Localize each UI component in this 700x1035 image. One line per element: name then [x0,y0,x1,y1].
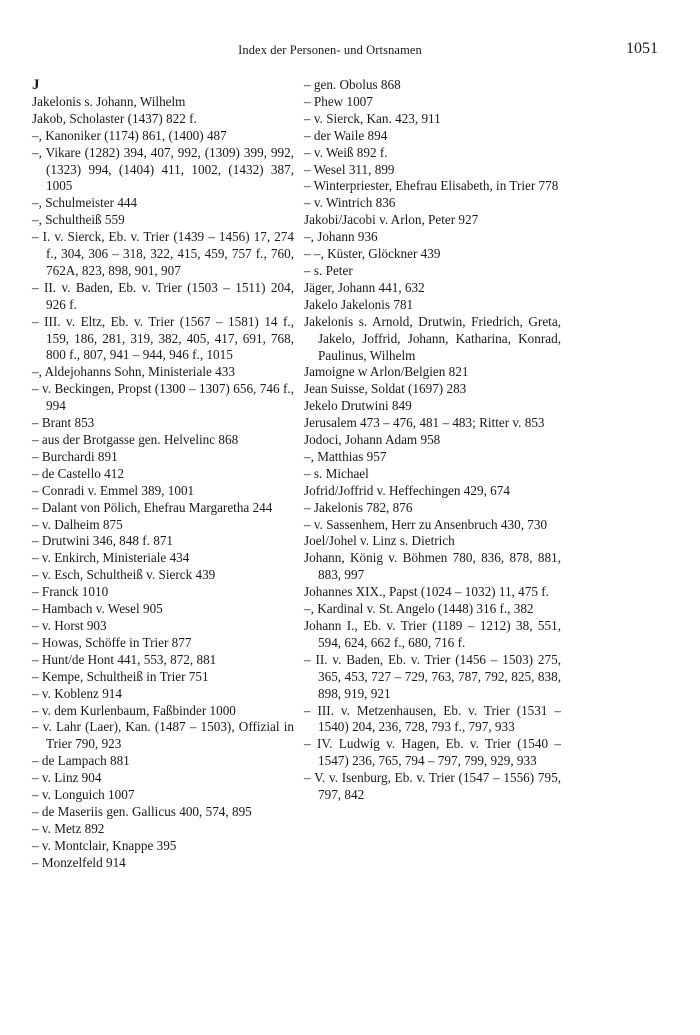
index-entry: –, Kanoniker (1174) 861, (1400) 487 [32,127,227,143]
index-entry: Jakelonis s. Johann, Wilhelm [32,93,186,109]
section-letter: J [32,77,40,93]
index-entry: –, Johann 936 [304,229,378,245]
index-entry: – Phew 1007 [304,93,373,109]
index-entry: – aus der Brotgasse gen. Helvelinc 868 [32,432,239,448]
index-entry: – Winterpriester, Ehefrau Elisabeth, in Trier 778 [304,178,559,194]
page-number: 1051 [626,40,658,57]
index-entry: – v. Longuich 1007 [32,787,135,803]
index-entry: – v. Wintrich 836 [304,195,396,211]
index-entry: – II. v. Baden, Eb. v. Trier (1503 – 1511) 204, 926 f. [32,279,294,312]
index-entry: – de Maseriis gen. Gallicus 400, 574, 895 [32,803,252,819]
index-entry: – Jakelonis 782, 876 [304,499,413,515]
index-entry: – gen. Obolus 868 [304,77,401,92]
index-entry: – s. Michael [304,465,369,481]
index-entry: – I. v. Sierck, Eb. v. Trier (1439 – 1456) 17, 274 f., 304, 306 – 318, 322, 415, 459, 757 f., 760, 762A, 823, 898, 901, 907 [32,229,294,278]
index-entry: – v. dem Kurlenbaum, Faßbinder 1000 [32,702,236,718]
index-entry: – Hambach v. Wesel 905 [32,601,163,617]
index-entry: Jamoigne w Arlon/Belgien 821 [304,364,469,380]
index-entry: Jakelonis s. Arnold, Drutwin, Friedrich, Greta, Jakelo, Joffrid, Johann, Katharina, Konrad, Paulinus, Wilhelm [304,313,561,363]
index-entry: – v. Montclair, Knappe 395 [32,837,177,853]
index-entry: – v. Weiß 892 f. [304,144,388,160]
index-entry: – Franck 1010 [32,584,109,600]
index-entry: – Howas, Schöffe in Trier 877 [32,634,192,650]
index-entry: Jakobi/Jacobi v. Arlon, Peter 927 [304,212,479,228]
index-entry: – v. Linz 904 [32,770,102,786]
index-entry: Jerusalem 473 – 476, 481 – 483; Ritter v. 853 [304,415,545,431]
index-entry: – v. Sassenhem, Herr zu Ansenbruch 430, 730 [304,516,548,532]
index-entry: –, Schultheiß 559 [32,212,125,228]
index-entry: – II. v. Baden, Eb. v. Trier (1456 – 1503) 275, 365, 453, 727 – 729, 763, 787, 792, 825, 838, 898, 919, 921 [304,651,561,701]
index-entry: – s. Peter [304,262,353,278]
index-entry: Jakelo Jakelonis 781 [304,296,414,312]
index-entry: Johann, König v. Böhmen 780, 836, 878, 881, 883, 997 [304,550,561,583]
index-entry: – de Castello 412 [32,465,124,481]
index-entry: Johann I., Eb. v. Trier (1189 – 1212) 38, 551, 594, 624, 662 f., 680, 716 f. [304,618,561,650]
index-entry: –, Kardinal v. St. Angelo (1448) 316 f., 382 [304,601,534,617]
index-entry: Jean Suisse, Soldat (1697) 283 [304,381,467,397]
index-entry: – III. v. Metzenhausen, Eb. v. Trier (1531 – 1540) 204, 236, 728, 793 f., 797, 933 [304,702,561,735]
index-entry: – Brant 853 [32,415,95,431]
index-entry: – v. Beckingen, Propst (1300 – 1307) 656, 746 f., 994 [32,381,294,414]
index-entry: – Dalant von Pölich, Ehefrau Margaretha 244 [32,499,273,515]
index-entry: – v. Horst 903 [32,617,107,633]
index-entry: Johannes XIX., Papst (1024 – 1032) 11, 475 f. [304,584,549,600]
index-entry: Jäger, Johann 441, 632 [304,279,425,295]
index-entry: – Hunt/de Hont 441, 553, 872, 881 [32,651,217,667]
index-entry: –, Vikare (1282) 394, 407, 992, (1309) 399, 992, (1323) 994, (1404) 411, 1002, (1432) 387, 1005 [32,144,294,194]
index-entry: – –, Küster, Glöckner 439 [304,246,441,262]
index-entry: Jodoci, Johann Adam 958 [304,432,441,448]
index-entry: – v. Sierck, Kan. 423, 911 [304,110,441,126]
index-entry: – v. Metz 892 [32,820,105,836]
index-entry: – v. Lahr (Laer), Kan. (1487 – 1503), Offizial in Trier 790, 923 [32,719,294,752]
index-entry: Jakob, Scholaster (1437) 822 f. [32,110,197,126]
index-entry: –, Aldejohanns Sohn, Ministeriale 433 [32,364,235,380]
running-title: Index der Personen- und Ortsnamen [238,43,422,57]
index-entry: – Wesel 311, 899 [304,161,395,177]
index-entry: – v. Koblenz 914 [32,685,122,701]
index-entry: – v. Enkirch, Ministeriale 434 [32,550,190,566]
index-entry: Jofrid/Joffrid v. Heffechingen 429, 674 [304,482,510,498]
index-entry: – Burchardi 891 [32,448,118,464]
index-entry: – der Waile 894 [304,127,388,143]
index-column-left [32,77,294,872]
index-entry: – V. v. Isenburg, Eb. v. Trier (1547 – 1556) 795, 797, 842 [304,770,561,803]
index-entry: – v. Esch, Schultheiß v. Sierck 439 [32,567,216,583]
index-entry: –, Matthias 957 [304,448,387,464]
index-entry: – Conradi v. Emmel 389, 1001 [32,482,195,498]
index-entry: – IV. Ludwig v. Hagen, Eb. v. Trier (1540 – 1547) 236, 765, 794 – 797, 799, 929, 933 [304,736,561,769]
index-entry: – v. Dalheim 875 [32,516,123,532]
index-entry: Joel/Johel v. Linz s. Dietrich [304,533,455,549]
page-header [30,40,670,62]
index-entry: – Kempe, Schultheiß in Trier 751 [32,668,209,684]
index-entry: –, Schulmeister 444 [32,195,138,211]
index-column-right [304,77,561,804]
index-entry: – III. v. Eltz, Eb. v. Trier (1567 – 1581) 14 f., 159, 186, 281, 319, 382, 405, 417, 691, 768, 800 f., 807, 941 – 944, 946 f., 1015 [32,313,294,363]
index-entry: Jekelo Drutwini 849 [304,398,412,414]
index-entry: – Monzelfeld 914 [32,854,126,870]
index-entry: – de Lampach 881 [32,753,130,769]
index-entry: – Drutwini 346, 848 f. 871 [32,533,174,549]
